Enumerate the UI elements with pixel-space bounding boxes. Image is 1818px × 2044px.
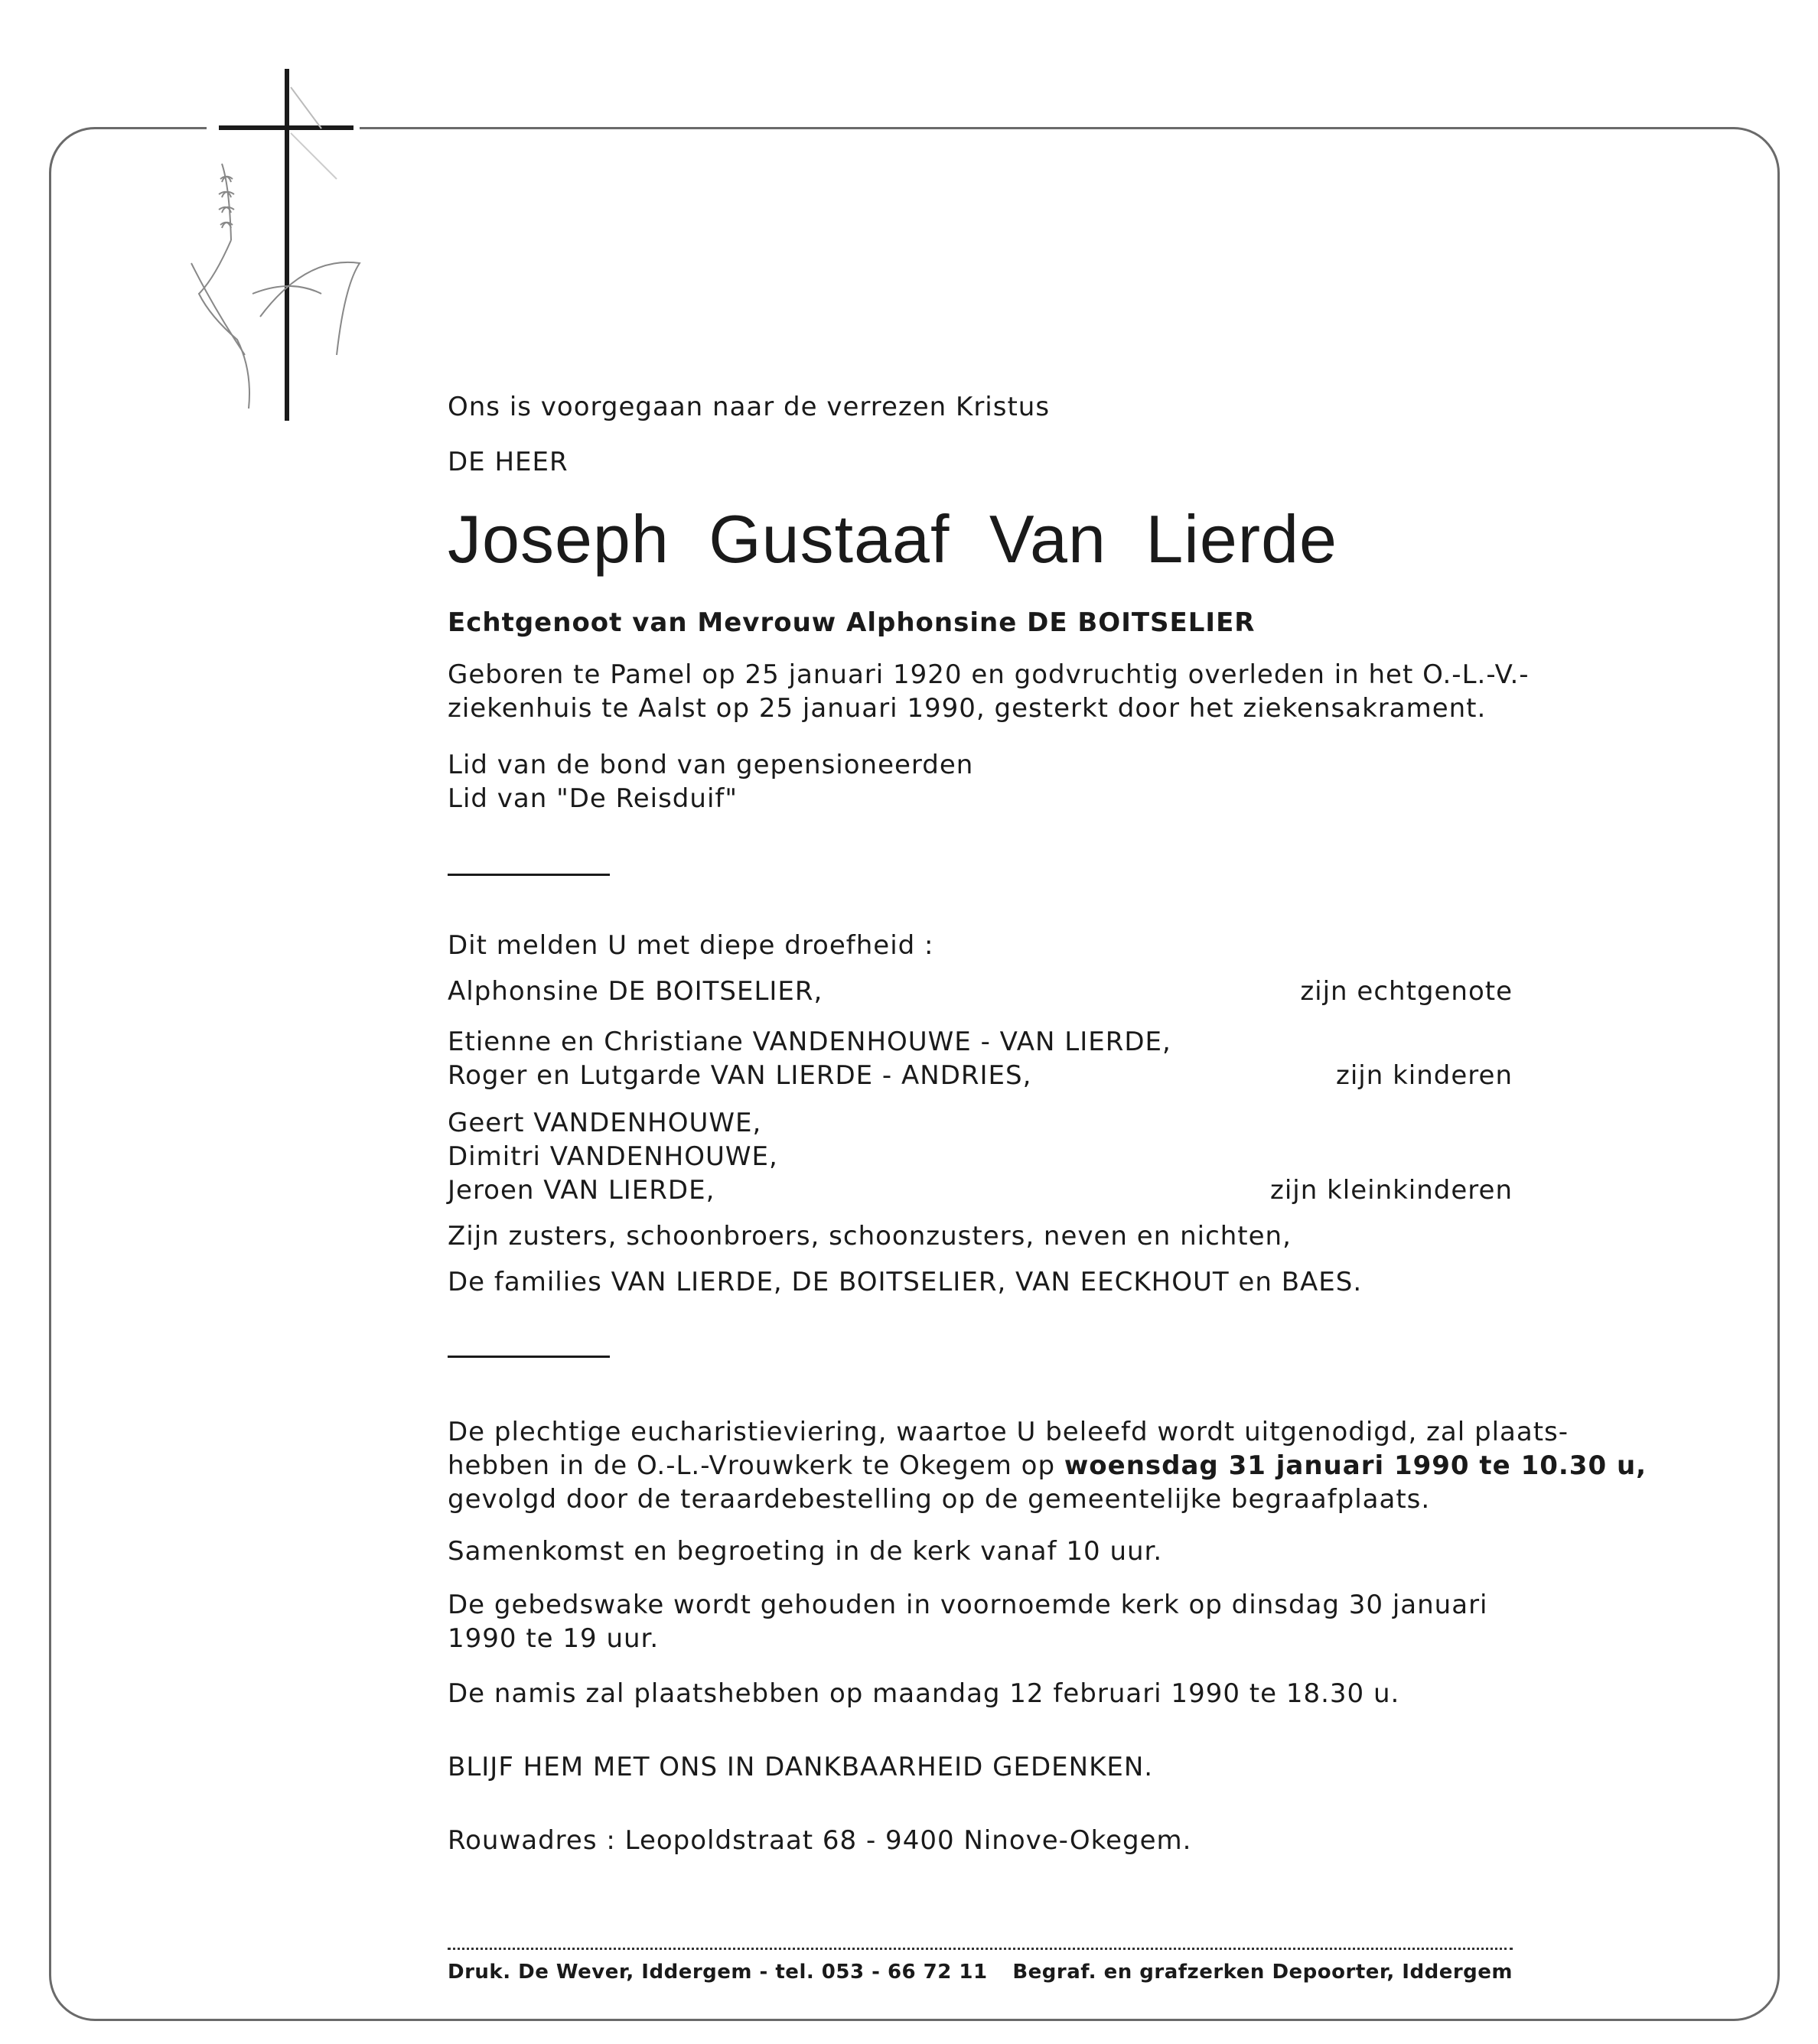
mourner-name: Jeroen VAN LIERDE, <box>448 1175 715 1206</box>
relatives-line-1: Zijn zusters, schoonbroers, schoonzusters, neven en nichten, <box>448 1221 1292 1251</box>
birth-death-line-2: ziekenhuis te Aalst op 25 januari 1990, gesterkt door het ziekensakrament. <box>448 693 1487 724</box>
intro-text: Ons is voorgegaan naar de verrezen Kristus <box>448 392 1051 422</box>
membership-1: Lid van de bond van gepensioneerden <box>448 750 974 780</box>
closing-text: BLIJF HEM MET ONS IN DANKBAARHEID GEDENKEN. <box>448 1752 1154 1782</box>
mourner-relation: zijn echtgenote <box>1300 976 1513 1007</box>
footer-divider <box>448 1948 1513 1950</box>
footer <box>448 1958 1513 1986</box>
ceremony-line-2 <box>448 1449 1647 1483</box>
wake-line-2: 1990 te 19 uur. <box>448 1623 660 1654</box>
mourner-row-children <box>448 1059 1513 1092</box>
ceremony-line-3: gevolgd door de teraardebestelling op de gemeentelijke begraafplaats. <box>448 1484 1431 1515</box>
mourner-relation: zijn kinderen <box>1336 1060 1513 1091</box>
mourner-name: Dimitri VANDENHOUWE, <box>448 1141 778 1172</box>
spouse-line: Echtgenoot van Mevrouw Alphonsine DE BOITSELIER <box>448 607 1256 638</box>
month-mass-text: De namis zal plaatshebben op maandag 12 februari 1990 te 18.30 u. <box>448 1678 1400 1709</box>
membership-2: Lid van "De Reisduif" <box>448 783 738 814</box>
mourner-name: Etienne en Christiane VANDENHOUWE - VAN LIERDE, <box>448 1027 1171 1057</box>
ceremony-date: woensdag 31 januari 1990 te 10.30 u, <box>1064 1450 1647 1481</box>
mourner-name: Geert VANDENHOUWE, <box>448 1108 762 1138</box>
mourner-relation: zijn kleinkinderen <box>1269 1175 1513 1206</box>
deceased-name: Joseph Gustaaf Van Lierde <box>448 501 1337 577</box>
relatives-line-2: De families VAN LIERDE, DE BOITSELIER, VAN EECKHOUT en BAES. <box>448 1267 1363 1297</box>
mourner-name: Roger en Lutgarde VAN LIERDE - ANDRIES, <box>448 1060 1032 1091</box>
gathering-text: Samenkomst en begroeting in de kerk vanaf 10 uur. <box>448 1536 1163 1567</box>
mourner-row-grandchildren <box>448 1173 1513 1207</box>
cross-wheat-icon <box>168 64 367 431</box>
undertaker-credit: Begraf. en grafzerken Depoorter, Iddergem <box>1012 1961 1513 1984</box>
mourner-name: Alphonsine DE BOITSELIER, <box>448 976 823 1007</box>
divider-1 <box>448 874 610 876</box>
mourner-row-spouse <box>448 975 1513 1008</box>
birth-death-line-1: Geboren te Pamel op 25 januari 1920 en godvruchtig overleden in het O.-L.-V.- <box>448 659 1530 690</box>
divider-2 <box>448 1356 610 1358</box>
mourners-intro: Dit melden U met diepe droefheid : <box>448 930 934 961</box>
ceremony-line-1: De plechtige eucharistieviering, waartoe U beleefd wordt uitgenodigd, zal plaats- <box>448 1417 1569 1447</box>
address-text: Rouwadres : Leopoldstraat 68 - 9400 Ninove-Okegem. <box>448 1825 1192 1856</box>
wake-line-1: De gebedswake wordt gehouden in voornoemde kerk op dinsdag 30 januari <box>448 1590 1488 1620</box>
ceremony-plain: hebben in de O.-L.-Vrouwkerk te Okegem op <box>448 1450 1064 1481</box>
printer-credit: Druk. De Wever, Iddergem - tel. 053 - 66 72 11 <box>448 1961 988 1984</box>
title-prefix: DE HEER <box>448 447 569 477</box>
